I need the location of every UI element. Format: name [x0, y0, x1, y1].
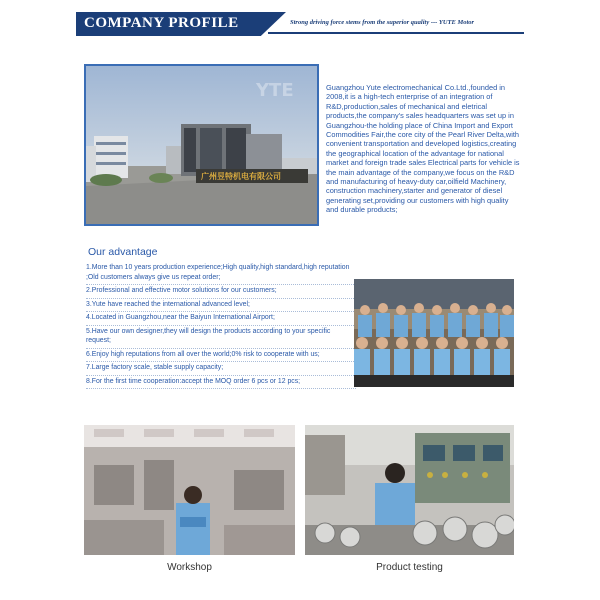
building-illustration [86, 66, 317, 224]
building-photo [84, 64, 319, 226]
header-tagline: Strong driving force stems from the superior quality --- YUTE Motor [290, 19, 475, 26]
list-item: 7.Large factory scale, stable supply capacity; [86, 362, 356, 376]
testing-caption: Product testing [376, 562, 443, 573]
testing-illustration [305, 425, 514, 555]
team-illustration [354, 279, 514, 387]
list-item: 3.Yute have reached the international advanced level; [86, 299, 356, 313]
testing-photo [305, 425, 514, 555]
workshop-caption: Workshop [167, 562, 212, 573]
list-item: 4.Located in Guangzhou,near the Baiyun International Airport; [86, 312, 356, 326]
team-photo [354, 279, 514, 387]
advantage-title: Our advantage [88, 246, 158, 258]
header-rule [268, 32, 524, 34]
company-sign: 广州昱特机电有限公司 [201, 172, 281, 181]
company-intro: Guangzhou Yute electromechanical Co.Ltd.,founded in 2008,it is a high-tech enterprise of an integration of R&D,production,sales of mechanical and eletrical products,the company's sales headquarters was set up in Guangzhou-the holding place of China Import and Export Commodities Fair,the core city of the Pearl River Delta,with convenient transportation and developed logistics,creating the geographical location of the advantage for national market and foreign trade sales Electrical parts for vehicle is the main advantage of the company,we focus on the R&D and manufacturing of heavy-duty car,oilfield Machinery, construction machinery,starter and generator of diesel generating set,providing our customers with high quality and durable products; [326, 83, 520, 215]
workshop-photo [84, 425, 295, 555]
watermark: YTE [256, 80, 294, 101]
section-header [76, 12, 524, 36]
workshop-illustration [84, 425, 295, 555]
list-item: 5.Have our own designer,they will design the products according to your specific request; [86, 326, 356, 349]
advantage-list [86, 262, 356, 389]
page-title: COMPANY PROFILE [84, 15, 239, 31]
list-item: 8.For the first time cooperation:accept the MOQ order 6 pcs or 12 pcs; [86, 376, 356, 390]
list-item: 1.More than 10 years production experience;High quality,high standard,high reputation ;Old customers always give us repeat order; [86, 262, 356, 285]
list-item: 2.Professional and effective motor solutions for our customers; [86, 285, 356, 299]
list-item: 6.Enjoy high reputations from all over the world;0% risk to cooperate with us; [86, 349, 356, 363]
